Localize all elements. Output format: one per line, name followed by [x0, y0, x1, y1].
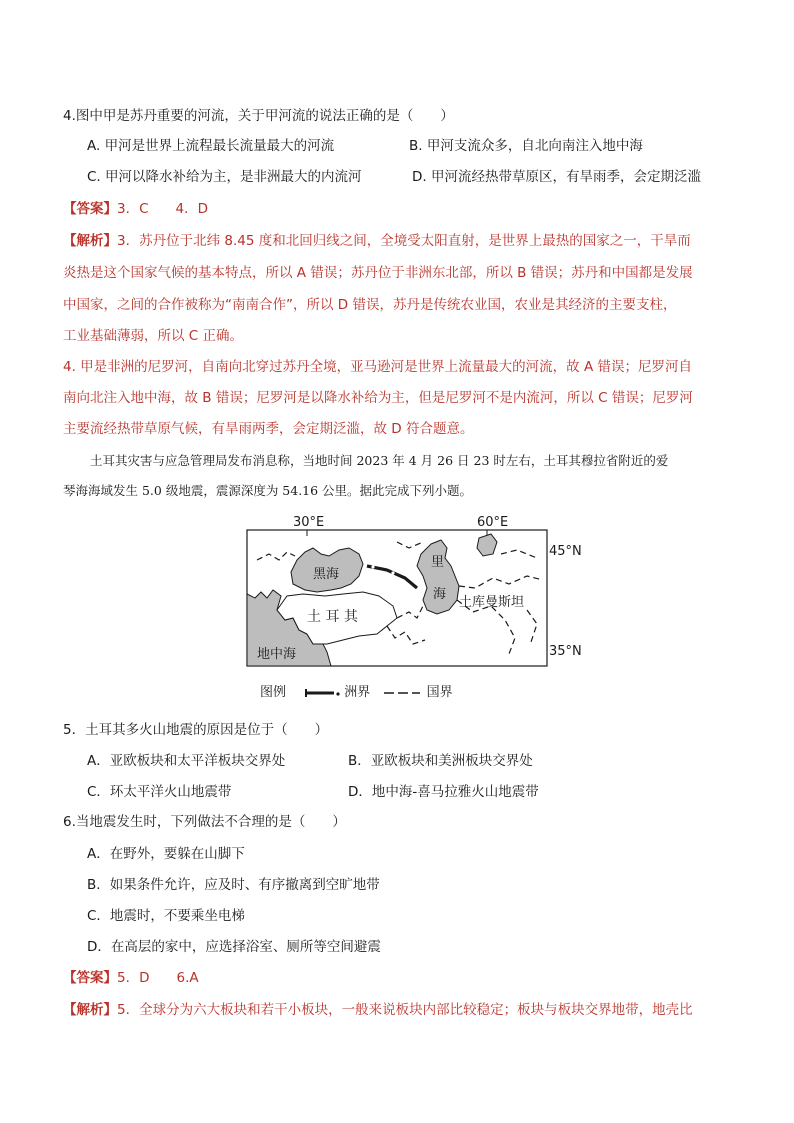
analysis-tag: 【解析】	[63, 233, 117, 249]
continent-boundary-dot	[391, 571, 394, 574]
answer-line-1	[63, 197, 208, 217]
q5-option-a: A．亚欧板块和太平洋板块交界处	[87, 753, 286, 769]
lon-30e-label: 30°E	[293, 515, 325, 530]
q4-stem: 4.图中甲是苏丹重要的河流，关于甲河流的说法正确的是（ ）	[63, 108, 454, 124]
caspian-label-1: 里	[431, 555, 445, 570]
continent-boundary-dot	[371, 565, 374, 568]
turkey-map	[247, 514, 582, 704]
q6-option-b: B．如果条件允许，应及时、有序撤离到空旷地带	[87, 877, 380, 893]
analysis-text-5: 4. 甲是非洲的尼罗河，自南向北穿过苏丹全境，亚马逊河是世界上流量最大的河流，故 A 错误；尼罗河自	[63, 359, 692, 375]
q4-option-a: A. 甲河是世界上流程最长流量最大的河流	[87, 138, 335, 154]
q5-option-d: D．地中海-喜马拉雅火山地震带	[348, 784, 539, 800]
answer-tag: 【答案】	[63, 970, 117, 986]
lat-45n-label: 45°N	[549, 544, 582, 559]
analysis-line-1	[63, 229, 691, 249]
lon-60e-label: 60°E	[477, 515, 509, 530]
legend-continent-symbol	[304, 688, 340, 698]
analysis-text-3: 中国家，之间的合作被称为“南南合作”，所以 D 错误，苏丹是传统农业国，农业是其经济的主要支柱，	[63, 297, 677, 313]
analysis-line-2	[63, 998, 693, 1018]
answer-text: 3．C 4．D	[117, 201, 208, 217]
mediterranean-label: 地中海	[257, 647, 297, 662]
legend-continent-label: 洲界	[344, 685, 371, 700]
q4-option-c: C. 甲河以降水补给为主，是非洲最大的内流河	[87, 169, 362, 185]
analysis-text-6: 南向北注入地中海，故 B 错误；尼罗河是以降水补给为主，但是尼罗河不是内流河，所以 C 错误；尼罗河	[63, 390, 693, 406]
analysis-text-4: 工业基础薄弱，所以 C 正确。	[63, 328, 244, 344]
turkey-label: 土 耳 其	[307, 609, 358, 625]
analysis-text-1: 3．苏丹位于北纬 8.45 度和北回归线之间，全境受太阳直射，是世界上最热的国家之一，干旱而	[117, 233, 691, 249]
answer-tag: 【答案】	[63, 201, 117, 217]
answer-line-2	[63, 966, 199, 986]
analysis-text-7: 主要流经热带草原气候，有旱雨两季，会定期泛滥，故 D 符合题意。	[63, 421, 474, 437]
analysis-text-2: 炎热是这个国家气候的基本特点，所以 A 错误；苏丹位于非洲东北部，所以 B 错误；苏丹和中国都是发展	[63, 265, 693, 281]
q6-stem: 6.当地震发生时，下列做法不合理的是（ ）	[63, 814, 346, 830]
analysis-tag: 【解析】	[63, 1002, 117, 1018]
q4-option-b: B. 甲河支流众多，自北向南注入地中海	[409, 138, 643, 154]
legend-country-symbol	[382, 688, 422, 698]
answer-text: 5．D 6.A	[117, 970, 199, 986]
legend-continent-dot	[337, 692, 340, 695]
intro-line-1: 土耳其灾害与应急管理局发布消息称，当地时间 2023 年 4 月 26 日 23 时左右，土耳其穆拉省附近的爱	[90, 453, 669, 468]
q5-option-b: B．亚欧板块和美洲板块交界处	[348, 753, 533, 769]
q5-stem: 5．土耳其多火山地震的原因是位于（ ）	[63, 722, 329, 738]
legend-country-label: 国界	[426, 685, 453, 700]
q5-option-c: C．环太平洋火山地震带	[87, 784, 232, 800]
black-sea-label: 黑海	[313, 567, 340, 582]
q6-option-c: C．地震时，不要乘坐电梯	[87, 908, 245, 924]
q6-option-d: D．在高层的家中，应选择浴室、厕所等空间避震	[87, 939, 381, 955]
q6-option-a: A．在野外，要躲在山脚下	[87, 846, 245, 862]
legend-title: 图例	[260, 685, 287, 700]
caspian-label-2: 海	[433, 587, 447, 602]
q4-option-d: D. 甲河流经热带草原区，有旱雨季，会定期泛滥	[412, 169, 701, 185]
turkmenistan-label: 土库曼斯坦	[459, 595, 525, 610]
intro-line-2: 琴海海域发生 5.0 级地震，震源深度为 54.16 公里。据此完成下列小题。	[63, 483, 473, 498]
analysis-text-8: 5．全球分为六大板块和若干小板块，一般来说板块内部比较稳定；板块与板块交界地带，地壳比	[117, 1002, 693, 1018]
lat-35n-label: 35°N	[549, 644, 582, 659]
map-legend	[260, 681, 453, 700]
